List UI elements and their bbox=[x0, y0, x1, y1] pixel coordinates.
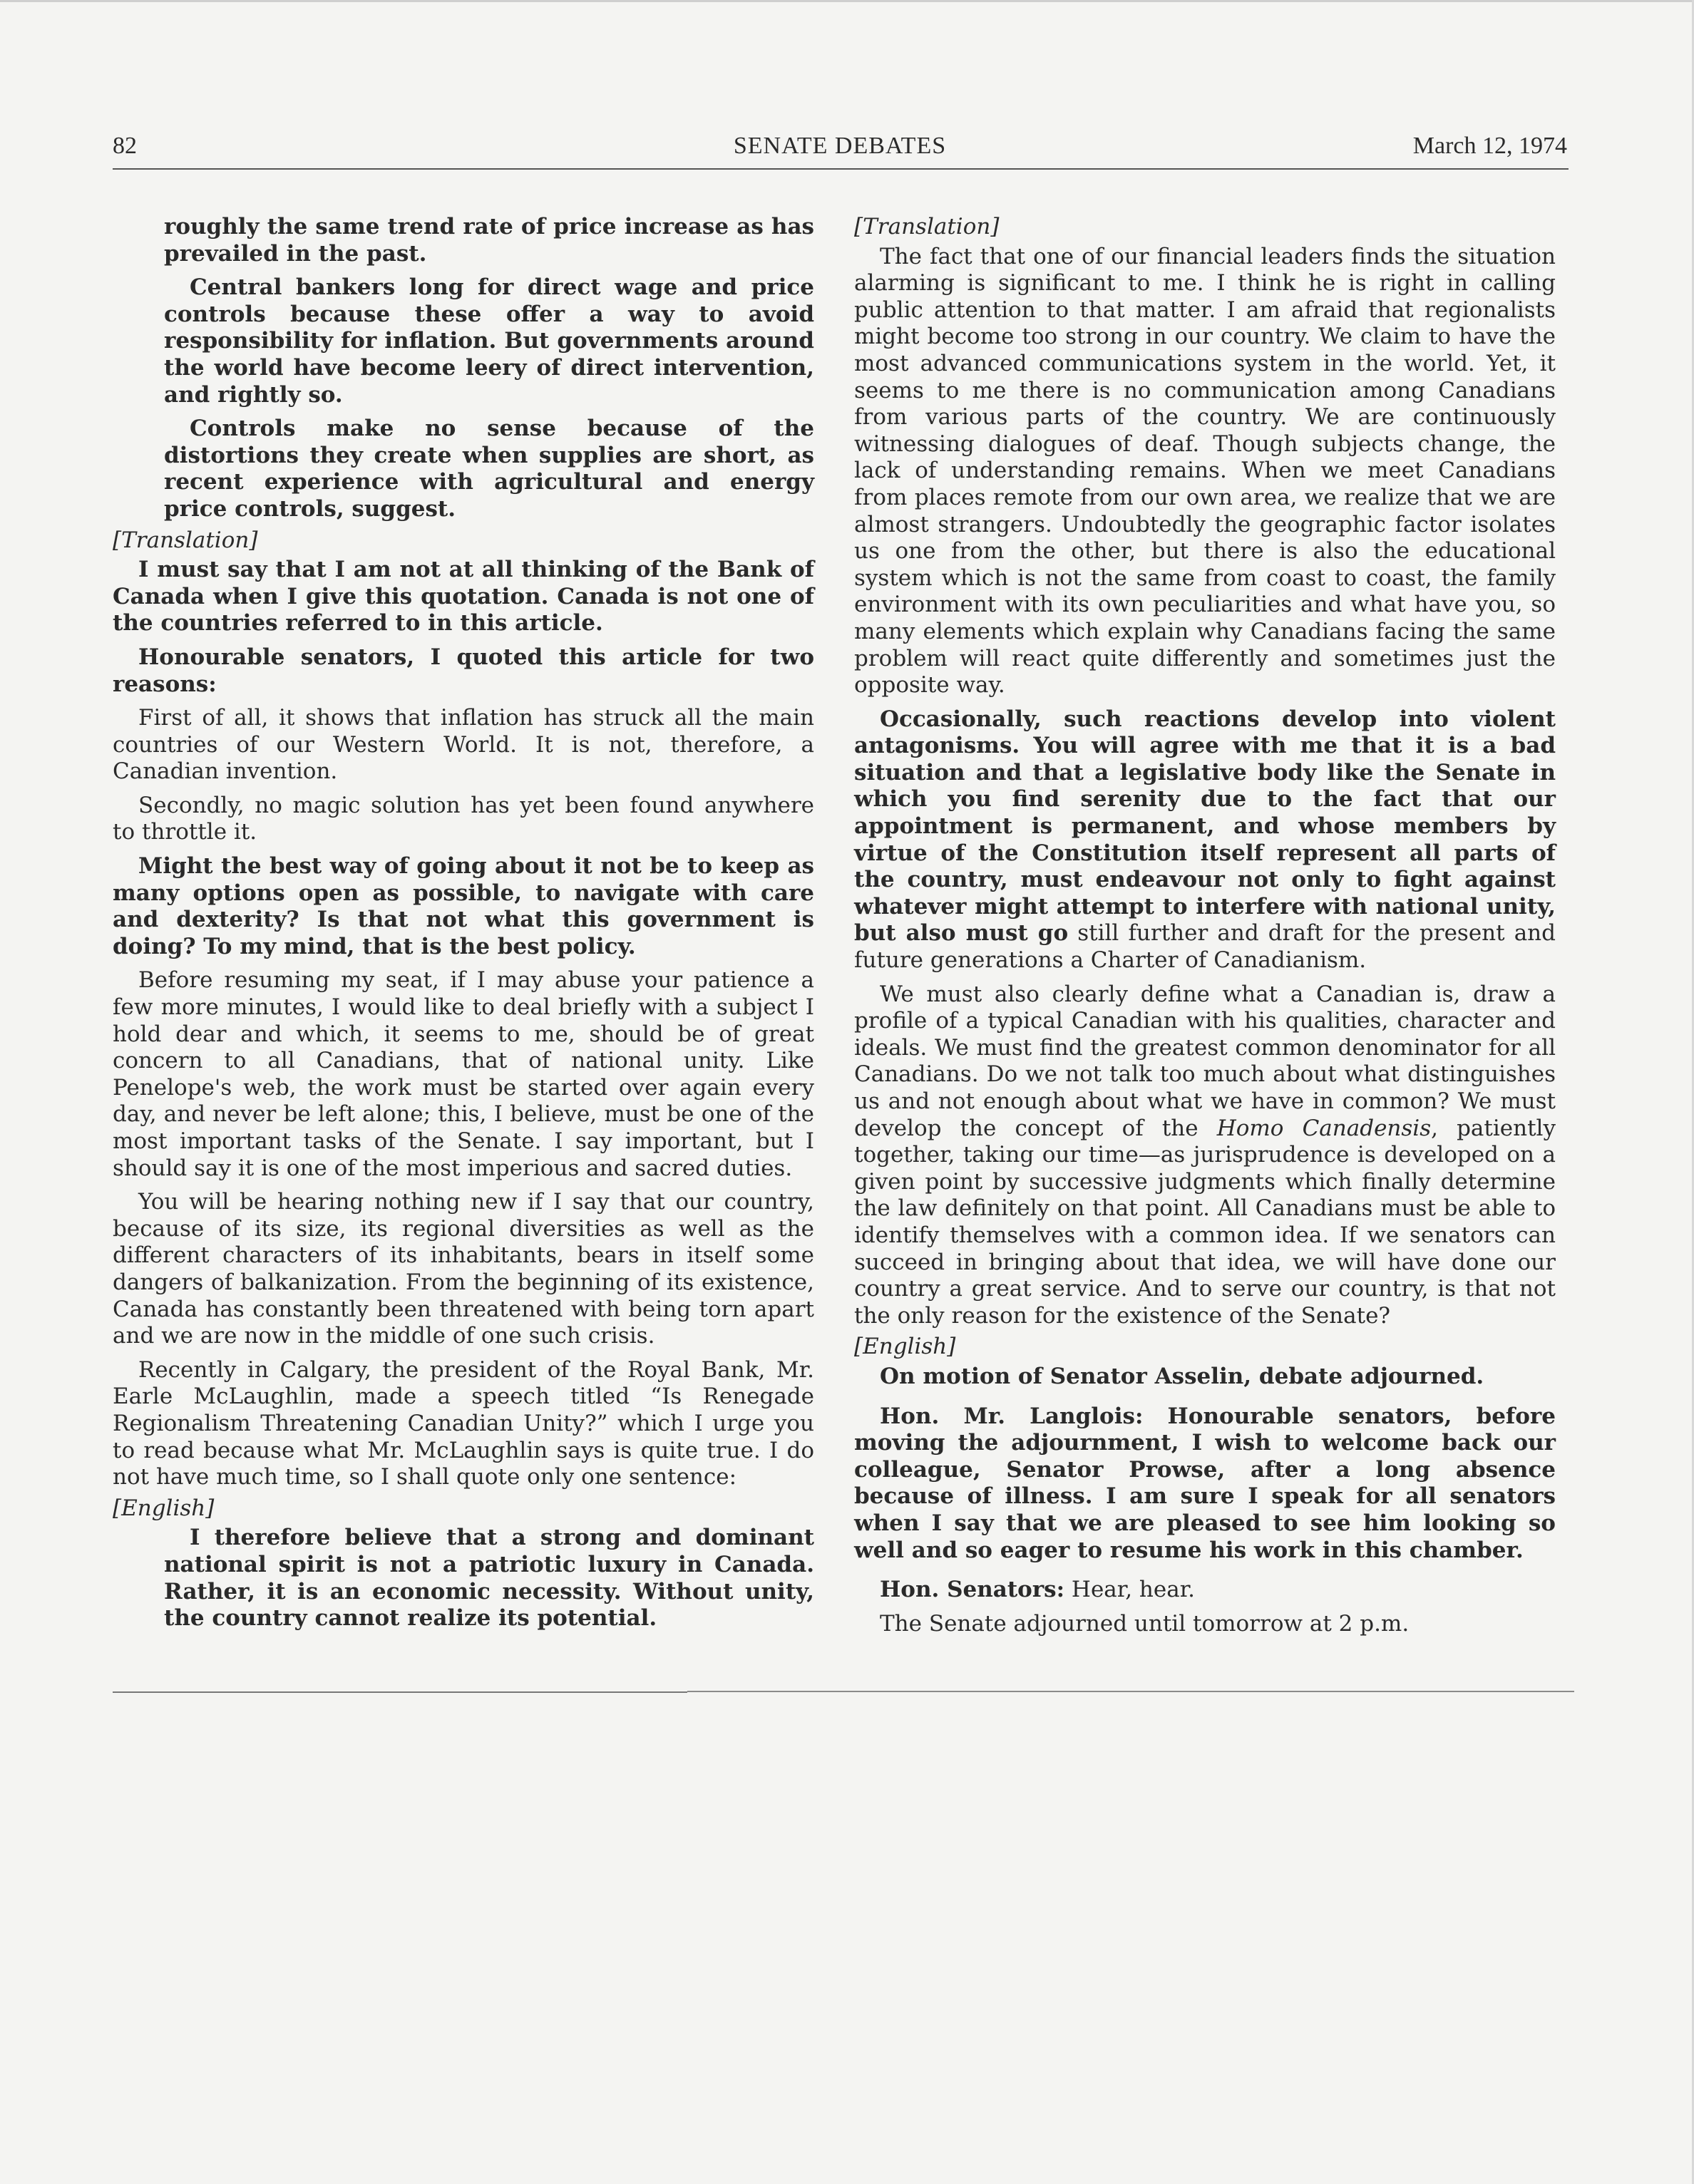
paragraph: I must say that I am not at all thinking of the Bank of Canada when I give this quotation. Canada is not one of the countries referred to in this article. bbox=[113, 557, 814, 637]
paragraph: Honourable senators, I quoted this article for two reasons: bbox=[113, 644, 814, 697]
text-run: We must also clearly define what a Canadian is, draw a profile of a typical Canadian with his qualities, character and ideals. We must find the greatest common denominator for all Canadians. Do we not talk too much about what distinguishes us and not enough about what we have in common? We must develop the concept of the bbox=[854, 981, 1556, 1141]
paragraph: On motion of Senator Asselin, debate adjourned. bbox=[880, 1363, 1484, 1389]
paragraph: You will be hearing nothing new if I say that our country, because of its size, its regional diversities as well as the different characters of its inhabitants, bears in itself some dangers of balkanization. From the beginning of its existence, Canada has constantly been threatened with being torn apart and we are now in the middle of one such crisis. bbox=[113, 1189, 814, 1349]
issue-date: March 12, 1974 bbox=[1412, 133, 1567, 159]
paragraph bbox=[854, 706, 1556, 974]
quote-paragraph: I therefore believe that a strong and dominant national spirit is not a patriotic luxury in Canada. Rather, it is an economic necessity. Without unity, the country cannot realize its potential. bbox=[164, 1525, 814, 1632]
page-edge-top bbox=[0, 0, 1694, 2]
italic-term: Homo Canadensis bbox=[1216, 1115, 1432, 1141]
publication-title: SENATE DEBATES bbox=[733, 133, 947, 159]
footer-rule bbox=[113, 1691, 687, 1693]
paragraph: The Senate adjourned until tomorrow at 2 p.m. bbox=[880, 1610, 1410, 1637]
paragraph: Before resuming my seat, if I may abuse your patience a few more minutes, I would like to deal briefly with a subject I hold dear and which, it seems to me, should be of great concern to all Canadians, that of national unity. Like Penelope's web, the work must be started over again every day, and never be left alone; this, I believe, must be one of the most important tasks of the Senate. I say important, but I should say it is one of the most imperious and sacred duties. bbox=[113, 967, 814, 1181]
language-marker: [Translation] bbox=[854, 214, 1000, 239]
paragraph: The fact that one of our financial leaders finds the situation alarming is significant to me. I think he is right in calling public attention to that matter. I am afraid that regionalists might become too strong in our country. We claim to have the most advanced communications system in the world. Yet, it seems to me there is no communication among Canadians from various parts of the country. We are continuously witnessing dialogues of deaf. Though subjects change, the lack of understanding remains. When we meet Canadians from places remote from our own area, we realize that we are almost strangers. Undoubtedly the geographic factor isolates us one from the other, but there is also the educational system which is not the same from coast to coast, the family environment with its own peculiarities and what have you, so many elements which explain why Canadians facing the same problem will react quite differently and sometimes just the opposite way. bbox=[854, 243, 1556, 699]
header-rule bbox=[113, 168, 1569, 170]
language-marker: [English] bbox=[854, 1334, 956, 1360]
left-column bbox=[113, 214, 814, 1632]
language-marker: [Translation] bbox=[113, 527, 258, 553]
right-column bbox=[854, 214, 1556, 1637]
text-run: still further and draft for the present and future generations a Charter of Canadianism. bbox=[854, 920, 1556, 974]
footer-rule bbox=[687, 1691, 1574, 1692]
quote-paragraph: Controls make no sense because of the distortions they create when supplies are short, as recent experience with agricultural and energy price controls, suggest. bbox=[164, 416, 814, 522]
text-run: Honourable senators, before moving the adjournment, I wish to welcome back our colleague, Senator Prowse, after a long absence because of illness. I am sure I speak for all senators when I say that we are pleased to see him looking so well and so eager to resume his work in this chamber. bbox=[854, 1403, 1556, 1563]
paragraph: Might the best way of going about it not be to keep as many options open as possible, to navigate with care and dexterity? Is that not what this government is doing? To my mind, that is the best policy. bbox=[113, 853, 814, 959]
paragraph bbox=[854, 1403, 1556, 1565]
quote-paragraph: Central bankers long for direct wage and price controls because these offer a way to avoid responsibility for inflation. But governments around the world have become leery of direct intervention, and rightly so. bbox=[164, 274, 814, 408]
page-header bbox=[113, 133, 1567, 168]
speaker-name: Hon. Mr. Langlois: bbox=[880, 1403, 1144, 1429]
quote-paragraph: roughly the same trend rate of price increase as has prevailed in the past. bbox=[164, 214, 814, 267]
paragraph bbox=[854, 982, 1556, 1330]
bold-text-run: Occasionally, such reactions develop into violent antagonisms. You will agree with me that it is a bad situation and that a legislative body like the Senate in which you find serenity due to the fact that our appointment is permanent, and whose members by virtue of the Constitution itself represent all parts of the country, must endeavour not only to fight against whatever might attempt to interfere with national unity, but also must go bbox=[854, 706, 1556, 947]
paragraph: Recently in Calgary, the president of the Royal Bank, Mr. Earle McLaughlin, made a speech titled “Is Renegade Regionalism Threatening Canadian Unity?” which I urge you to read because what Mr. McLaughlin says is quite true. I do not have much time, so I shall quote only one sentence: bbox=[113, 1356, 814, 1490]
language-marker: [English] bbox=[113, 1495, 215, 1521]
speaker-name: Hon. Senators: bbox=[880, 1577, 1065, 1603]
paragraph: Secondly, no magic solution has yet been found anywhere to throttle it. bbox=[113, 792, 814, 845]
page-number: 82 bbox=[113, 133, 137, 159]
paragraph bbox=[854, 1577, 1556, 1604]
text-run: Hear, hear. bbox=[1064, 1577, 1195, 1603]
paragraph: First of all, it shows that inflation has struck all the main countries of our Western World. It is not, therefore, a Canadian invention. bbox=[113, 705, 814, 785]
text-run: , patiently together, taking our time—as jurisprudence is developed on a given point by successive judgments which finally determine the law definitely on that point. All Canadians must be able to identify themselves with a common idea. If we senators can succeed in bringing about that idea, we will have done our country a great service. And to serve our country, is that not the only reason for the existence of the Senate? bbox=[854, 1115, 1556, 1329]
